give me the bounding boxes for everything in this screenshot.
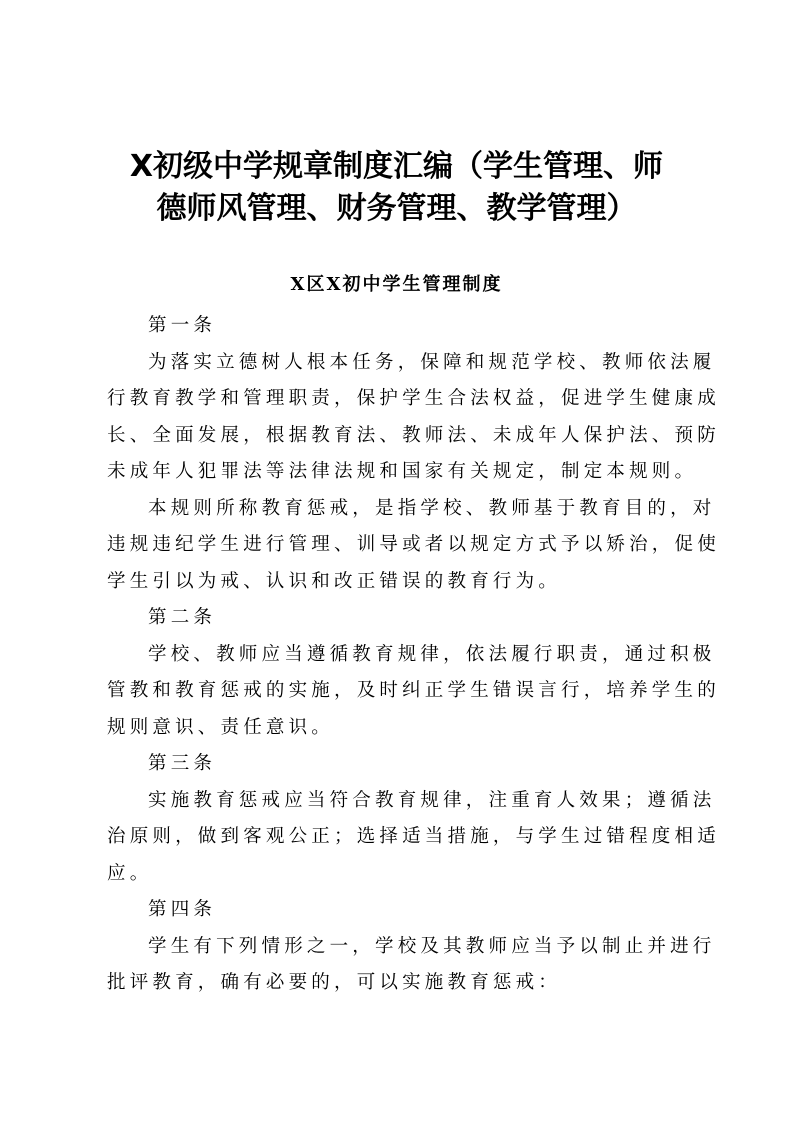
paragraph-line: 管教和教育惩戒的实施，及时纠正学生错误言行，培养学生的 [107,680,720,701]
paragraph-line: 行教育教学和管理职责，保护学生合法权益，促进学生健康成 [107,388,720,409]
paragraph-line: 本规则所称教育惩戒，是指学校、教师基于教育目的，对 [148,497,716,519]
document-title [100,146,693,230]
article-heading-1: 第一条 [148,315,217,336]
paragraph-line: 学生有下列情形之一，学校及其教师应当予以制止并进行 [148,935,716,957]
document-body [107,308,720,1002]
paragraph-line: 批评教育，确有必要的，可以实施教育惩戒： [107,972,562,993]
article-heading-3: 第三条 [148,753,217,774]
paragraph-line: 治原则，做到客观公正；选择适当措施，与学生过错程度相适 [107,826,720,847]
paragraph-line: 规则意识、责任意识。 [107,716,335,738]
document-title-line-2: 德师风管理、财务管理、教学管理） [156,191,637,226]
article-heading-4: 第四条 [148,899,217,920]
paragraph-line: 违规违纪学生进行管理、训导或者以规定方式予以矫治，促使 [107,534,720,555]
paragraph-line: 长、全面发展，根据教育法、教师法、未成年人保护法、预防 [107,424,720,446]
section-title: X区X初中学生管理制度 [290,274,503,295]
paragraph-line: 实施教育惩戒应当符合教育规律，注重育人效果；遵循法 [148,789,716,811]
paragraph-line: 学校、教师应当遵循教育规律，依法履行职责，通过积极 [148,643,716,665]
paragraph-line: 应。 [107,862,153,884]
document-title-line-1: X初级中学规章制度汇编（学生管理、师 [129,149,664,184]
paragraph-line: 学生引以为戒、认识和改正错误的教育行为。 [107,570,562,592]
paragraph-line: 为落实立德树人根本任务，保障和规范学校、教师依法履 [148,351,716,373]
paragraph-line: 未成年人犯罪法等法律法规和国家有关规定，制定本规则。 [107,461,698,482]
article-heading-2: 第二条 [148,607,217,628]
